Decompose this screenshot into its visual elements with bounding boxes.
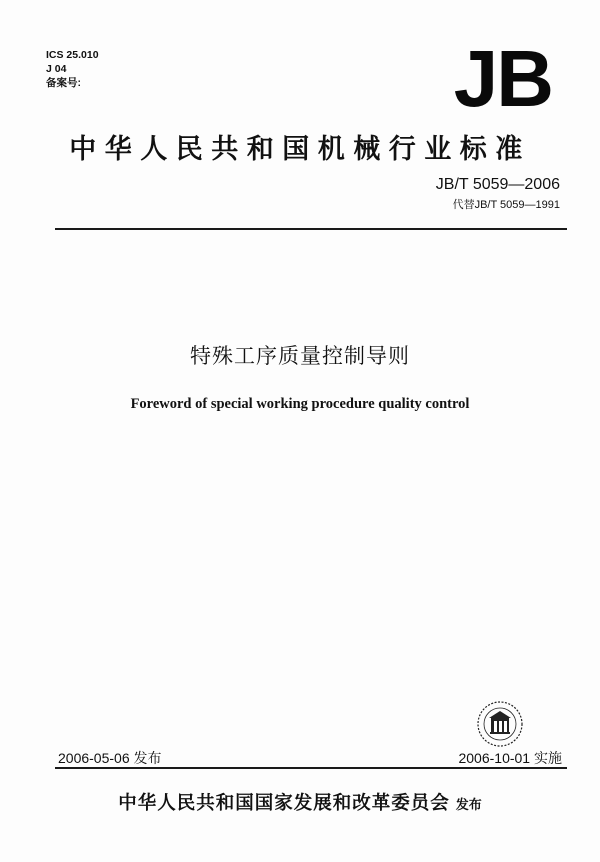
document-title-english: Foreword of special working procedure quality control (130, 396, 470, 412)
issue-date: 2006-05-06 发布 (58, 750, 162, 766)
ics-code: ICS 25.010 (46, 49, 99, 61)
issuing-authority-name: 中华人民共和国国家发展和改革委员会 (118, 793, 450, 814)
classification-block (46, 48, 99, 90)
filing-number-label: 备案号: (46, 77, 81, 89)
standard-number: JB/T 5059—2006 (435, 176, 560, 193)
issuing-authority (0, 789, 600, 815)
issuing-action: 发布 (455, 798, 482, 813)
publisher-emblem-icon (476, 700, 524, 748)
document-title-chinese: 特殊工序质量控制导则 (190, 344, 410, 368)
ccs-code: J 04 (46, 63, 67, 75)
implementation-date: 2006-10-01 实施 (458, 750, 562, 766)
jb-logo: JB (453, 34, 552, 123)
bottom-divider (55, 767, 567, 769)
organization-title: 中华人民共和国机械行业标准 (69, 134, 531, 165)
replaces-note: 代替JB/T 5059—1991 (452, 199, 560, 211)
top-divider (55, 228, 567, 230)
